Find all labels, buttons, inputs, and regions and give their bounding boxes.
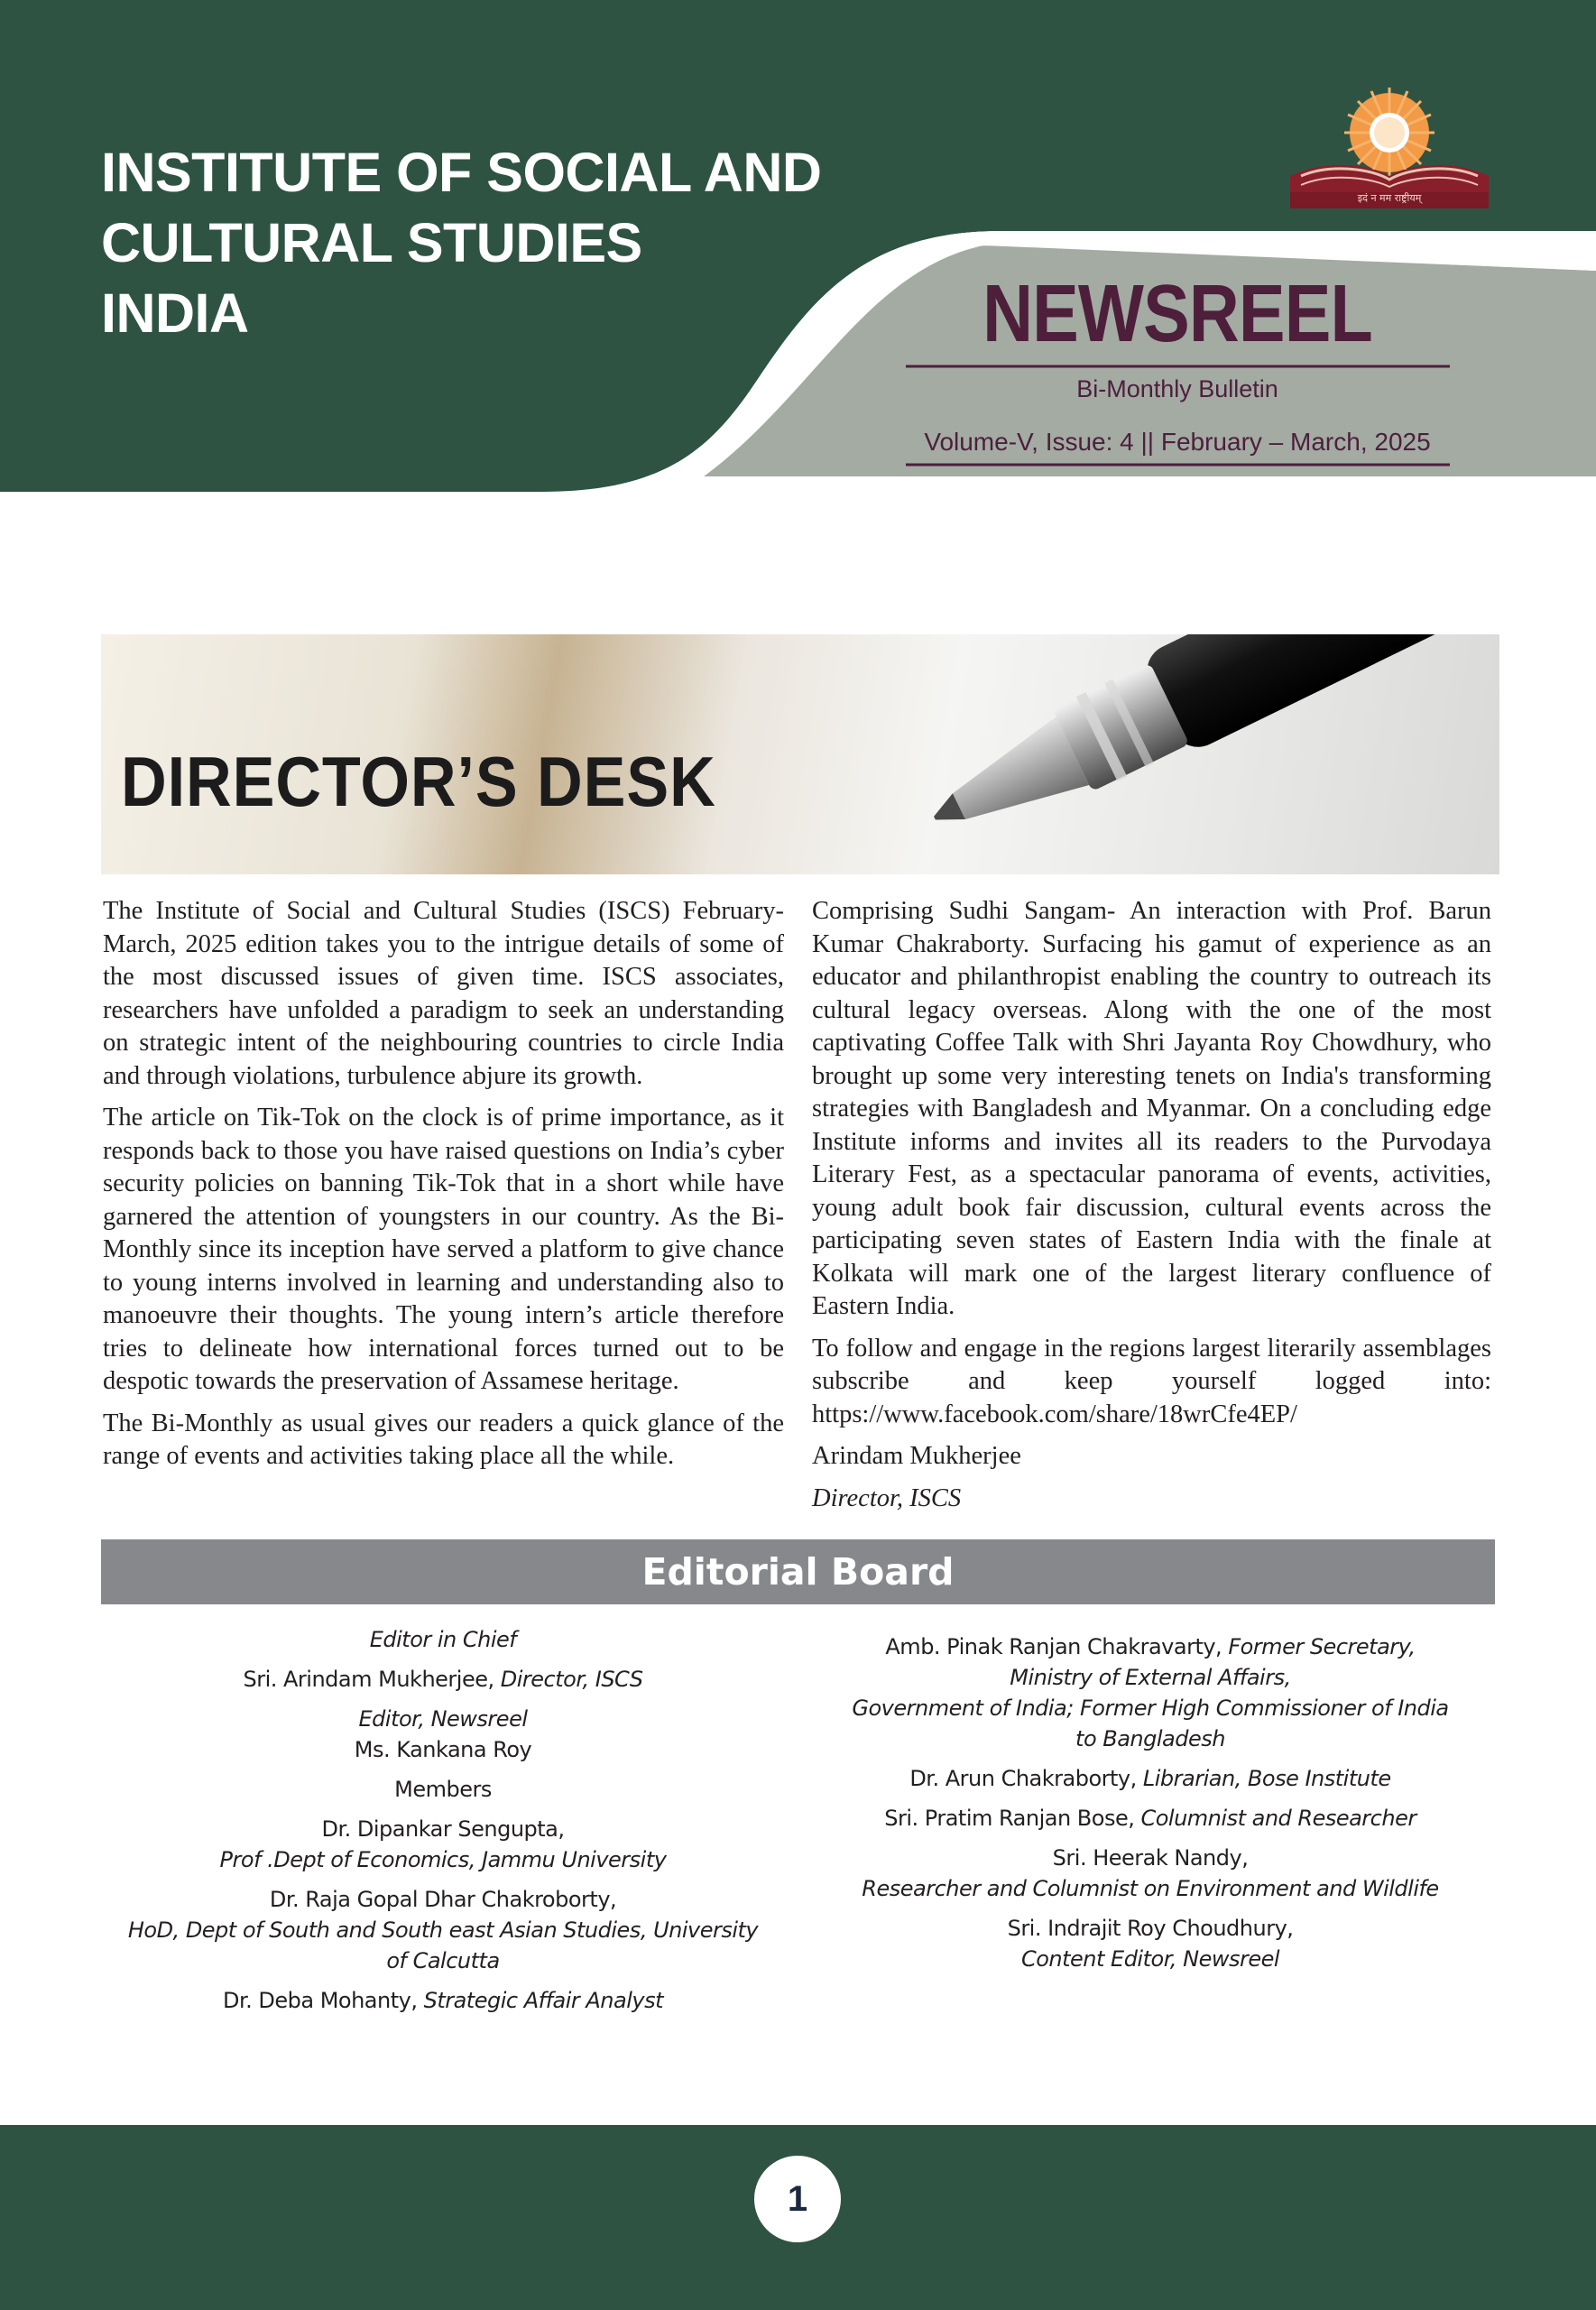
- logo-motto: इदं न मम राष्ट्रीयम्: [1357, 192, 1422, 204]
- member-role: Former Secretary,: [1228, 1634, 1416, 1659]
- editor-in-chief-name: Sri. Arindam Mukherjee,: [243, 1667, 501, 1692]
- member-name: Dr. Raja Gopal Dhar Chakroborty,: [269, 1887, 617, 1912]
- directors-desk-banner: [101, 634, 1499, 874]
- member-name: Dr. Dipankar Sengupta,: [321, 1816, 565, 1842]
- member-name: Dr. Deba Mohanty,: [222, 1988, 424, 2013]
- newsreel-title: NEWSREEL: [983, 269, 1372, 359]
- editor-in-chief-label: Editor in Chief: [369, 1627, 517, 1652]
- member-name: Sri. Pratim Ranjan Bose,: [884, 1806, 1141, 1831]
- institute-title-line-1: INSTITUTE OF SOCIAL AND: [101, 142, 822, 203]
- institute-title: [101, 137, 877, 348]
- editorial-board-left-column: [114, 1624, 772, 2025]
- directors-desk-right-column: [812, 895, 1491, 1524]
- paragraph: The Bi-Monthly as usual gives our readers a quick glance of the range of events and activities taking place all the while.: [103, 1409, 784, 1470]
- editor-label: Editor, Newsreel: [358, 1706, 528, 1732]
- paragraph: The article on Tik-Tok on the clock is of prime importance, as it responds back to those you have raised questions on India’s cyber security policies on banning Tik-Tok that in a short while have garnered the attention of youngsters in our country. As the Bi-Monthly since its inception have served a platform to give chance to young interns involved in learning and understanding also to manoeuvre their thoughts. The young intern’s article therefore tries to delineate how international forces turned out to be despotic towards the preservation of Assamese heritage.: [103, 1104, 784, 1395]
- editorial-board-bar: [101, 1539, 1495, 1604]
- member-role: Columnist and Researcher: [1140, 1806, 1416, 1831]
- member-role: Researcher and Columnist on Environment and Wildlife: [862, 1876, 1439, 1901]
- member-role: Government of India; Former High Commissioner of India to Bangladesh: [852, 1696, 1449, 1751]
- signature-name: Arindam Mukherjee: [812, 1442, 1021, 1470]
- directors-desk-left-column: [103, 895, 784, 1483]
- page-number: 1: [787, 2179, 808, 2219]
- directors-desk-title: DIRECTOR’S DESK: [121, 742, 716, 821]
- signature-role: Director, ISCS: [812, 1483, 962, 1512]
- member-role: Prof .Dept of Economics, Jammu University: [219, 1847, 667, 1872]
- member-role: Strategic Affair Analyst: [423, 1988, 664, 2013]
- editor-in-chief-role: Director, ISCS: [500, 1667, 643, 1692]
- member-name: Sri. Indrajit Roy Choudhury,: [1007, 1916, 1294, 1941]
- member-name: Dr. Arun Chakraborty,: [909, 1766, 1143, 1791]
- editor-name: Ms. Kankana Roy: [354, 1737, 532, 1762]
- paragraph: To follow and engage in the regions largest literarily assemblages subscribe and keep yourself logged into: https://www.facebook.com/share/18wrCfe4EP/: [812, 1334, 1491, 1428]
- page-number-badge: [754, 2156, 841, 2242]
- newsreel-volume: Volume-V, Issue: 4 || February – March, 2025: [924, 428, 1431, 456]
- paragraph: Comprising Sudhi Sangam- An interaction with Prof. Barun Kumar Chakraborty. Surfacing his gamut of experience as an educator and philanthropist enabling the country to outreach its cultural legacy overseas. Along with the one of the most captivating Coffee Talk with Shri Jayanta Roy Chowdhury, who brought up some very interesting tenets on India's transforming strategies with Bangladesh and Myanmar. On a concluding edge Institute informs and invites all its readers to the Purvodaya Literary Fest, as a spectacular panorama of events, activities, young adult book fair discussion, cultural events across the participating seven states of Eastern India with the finale at Kolkata will mark one of the largest literary confluence of Eastern India.: [812, 897, 1491, 1320]
- member-role: Ministry of External Affairs,: [1010, 1665, 1291, 1690]
- newsreel-subtitle: Bi-Monthly Bulletin: [1076, 375, 1278, 402]
- editorial-board-right-column: [821, 1631, 1480, 1983]
- member-role: Content Editor, Newsreel: [1020, 1946, 1280, 1972]
- member-name: Amb. Pinak Ranjan Chakravarty,: [885, 1634, 1229, 1659]
- paragraph: The Institute of Social and Cultural Studies (ISCS) February-March, 2025 edition takes you to the intrigue details of some of the most discussed issues of given time. ISCS associates, researchers have unfolded a paradigm to seek an understanding on strategic intent of the neighbouring countries to circle India and through violations, turbulence abjure its growth.: [103, 897, 784, 1090]
- member-role: HoD, Dept of South and South east Asian Studies, University of Calcutta: [127, 1917, 759, 1973]
- editorial-board-title: Editorial Board: [641, 1550, 955, 1594]
- member-name: Sri. Heerak Nandy,: [1052, 1845, 1249, 1871]
- member-role: Librarian, Bose Institute: [1142, 1766, 1391, 1791]
- institute-title-line-3: INDIA: [101, 282, 249, 344]
- institute-title-line-2: CULTURAL STUDIES: [101, 212, 642, 273]
- members-label: Members: [394, 1777, 492, 1802]
